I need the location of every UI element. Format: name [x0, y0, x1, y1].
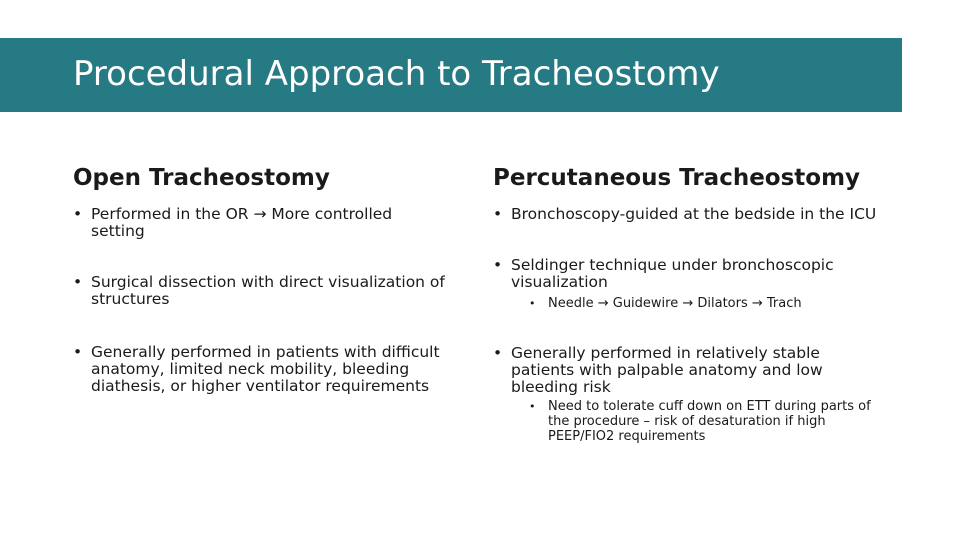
right-bullet-2 — [493, 257, 873, 291]
right-bullet-1-text: Bronchoscopy-guided at the bedside in the ICU — [511, 205, 877, 223]
sub-bullet-dot-icon: • — [529, 297, 536, 310]
right-sub-bullet-2-text: Need to tolerate cuff down on ETT during parts of the procedure – risk of desaturation if high PEEP/FIO2 requirements — [548, 399, 871, 444]
right-sub-bullet-1 — [529, 296, 878, 311]
right-bullet-2-text: Seldinger technique under bronchoscopic visualization — [511, 256, 834, 291]
left-bullet-1-text: Performed in the OR → More controlled setting — [91, 205, 393, 240]
left-bullet-2-text: Surgical dissection with direct visualization of structures — [91, 273, 445, 308]
sub-bullet-dot-icon: • — [529, 400, 536, 413]
bullet-dot-icon: • — [73, 343, 83, 361]
open-tracheostomy-column — [73, 160, 473, 395]
left-bullet-1 — [73, 206, 436, 240]
right-bullet-3 — [493, 345, 873, 396]
left-bullet-3-text: Generally performed in patients with difficult anatomy, limited neck mobility, bleeding diathesis, or higher ventilator requirements — [91, 343, 440, 395]
bullet-dot-icon: • — [73, 273, 83, 291]
percutaneous-tracheostomy-column — [493, 160, 893, 444]
right-sub-bullet-2 — [529, 399, 878, 444]
bullet-dot-icon: • — [493, 205, 503, 223]
open-tracheostomy-heading: Open Tracheostomy — [73, 165, 330, 191]
title-bar — [0, 38, 902, 112]
percutaneous-tracheostomy-heading: Percutaneous Tracheostomy — [493, 165, 861, 191]
right-bullet-3-text: Generally performed in relatively stable patients with palpable anatomy and low bleeding risk — [511, 344, 823, 396]
slide-title: Procedural Approach to Tracheostomy — [73, 54, 720, 94]
right-bullet-1 — [493, 206, 883, 223]
right-sub-bullet-1-text: Needle → Guidewire → Dilators → Trach — [548, 296, 802, 311]
bullet-dot-icon: • — [493, 344, 503, 362]
left-bullet-2 — [73, 274, 481, 308]
bullet-dot-icon: • — [493, 256, 503, 274]
bullet-dot-icon: • — [73, 205, 83, 223]
left-bullet-3 — [73, 344, 486, 395]
